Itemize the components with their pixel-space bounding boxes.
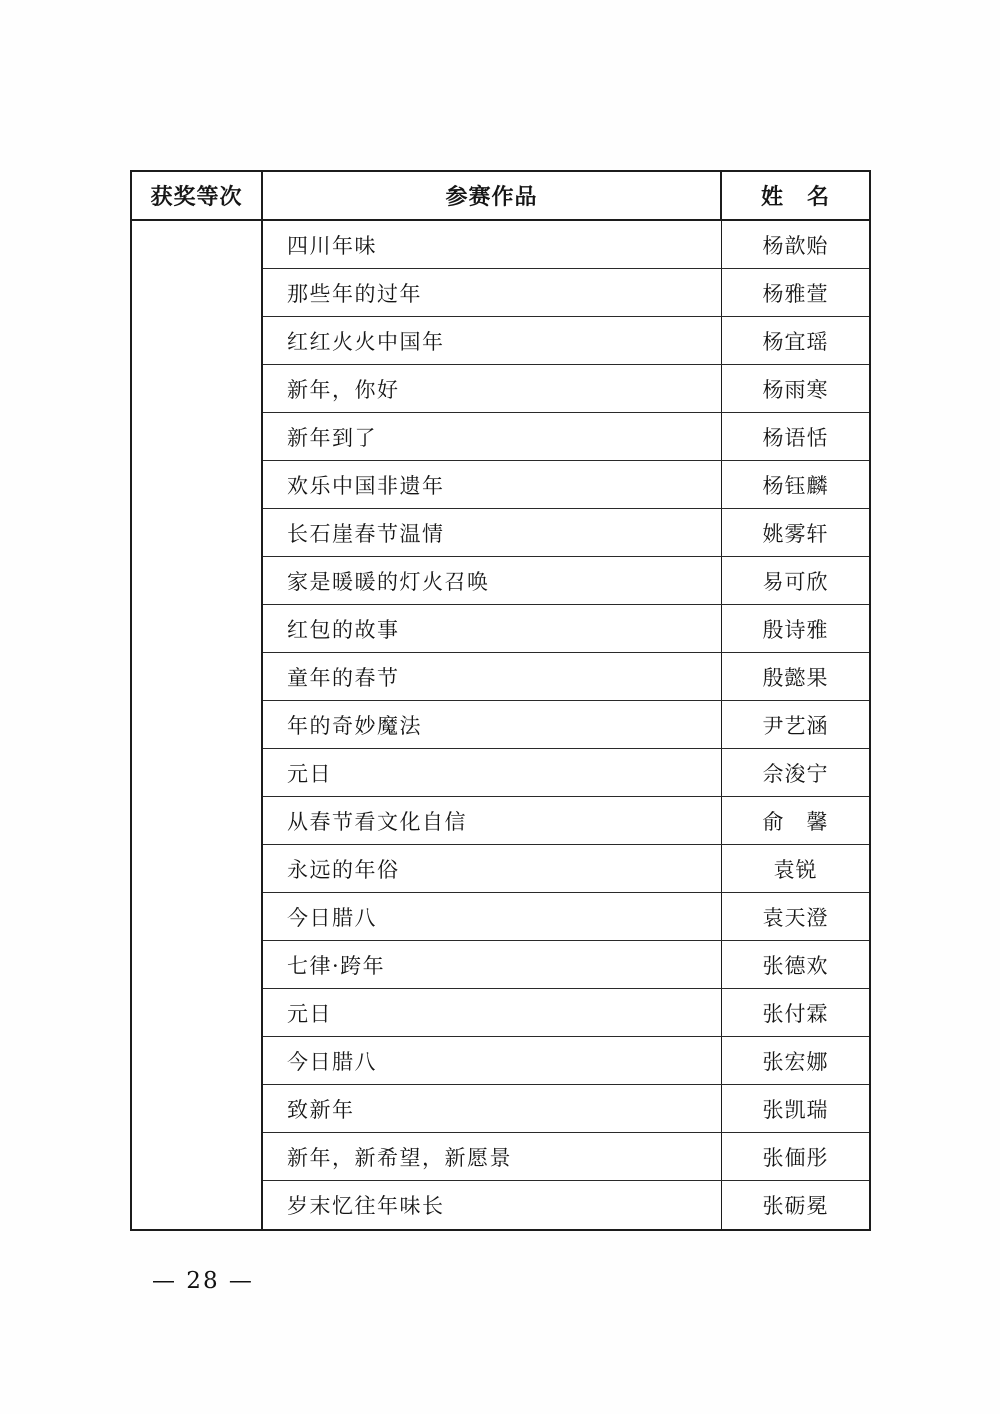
name-cell: 张宏娜 — [762, 1049, 829, 1074]
award-level-merged-cell — [132, 221, 263, 1229]
header-work: 参赛作品 — [263, 172, 722, 219]
name-cell: 杨宜瑶 — [762, 329, 829, 354]
table-row — [263, 941, 869, 989]
table-row — [263, 797, 869, 845]
table-row — [263, 557, 869, 605]
name-cell: 张凯瑞 — [762, 1097, 829, 1122]
table-row — [263, 1181, 869, 1229]
awards-table — [130, 170, 871, 1231]
table-row — [263, 413, 869, 461]
name-cell: 袁锐 — [773, 857, 818, 882]
work-cell: 岁末忆往年味长 — [263, 1181, 722, 1229]
work-cell: 那些年的过年 — [263, 269, 722, 316]
work-cell: 童年的春节 — [263, 653, 722, 700]
table-row — [263, 365, 869, 413]
name-cell: 殷诗雅 — [762, 617, 829, 642]
work-cell: 致新年 — [263, 1085, 722, 1132]
header-name: 姓 名 — [760, 184, 830, 209]
name-cell: 佘浚宁 — [762, 761, 829, 786]
table-row — [263, 269, 869, 317]
table-rows — [263, 221, 869, 1229]
table-row — [263, 509, 869, 557]
table-row — [263, 653, 869, 701]
work-cell: 永远的年俗 — [263, 845, 722, 892]
work-cell: 年的奇妙魔法 — [263, 701, 722, 748]
table-row — [263, 1133, 869, 1181]
name-cell: 俞 馨 — [762, 809, 829, 834]
name-cell: 张德欢 — [762, 953, 829, 978]
table-header-row — [132, 172, 869, 221]
table-row — [263, 605, 869, 653]
table-body — [132, 221, 869, 1229]
work-cell: 元日 — [263, 749, 722, 796]
name-cell: 尹艺涵 — [762, 713, 829, 738]
name-cell: 张付霖 — [762, 1001, 829, 1026]
work-cell: 今日腊八 — [263, 1037, 722, 1084]
name-cell: 杨雨寒 — [762, 377, 829, 402]
table-row — [263, 701, 869, 749]
table-row — [263, 221, 869, 269]
page-number: — 28 — — [152, 1268, 254, 1294]
table-row — [263, 461, 869, 509]
table-row — [263, 893, 869, 941]
table-row — [263, 1085, 869, 1133]
name-cell: 姚雾轩 — [762, 521, 829, 546]
work-cell: 七律·跨年 — [263, 941, 722, 988]
table-row — [263, 1037, 869, 1085]
work-cell: 家是暖暖的灯火召唤 — [263, 557, 722, 604]
work-cell: 长石崖春节温情 — [263, 509, 722, 556]
table-row — [263, 317, 869, 365]
work-cell: 红红火火中国年 — [263, 317, 722, 364]
name-cell: 张偭彤 — [762, 1145, 829, 1170]
work-cell: 今日腊八 — [263, 893, 722, 940]
name-cell: 袁天澄 — [762, 905, 829, 930]
name-cell: 杨钰麟 — [762, 473, 829, 498]
work-cell: 红包的故事 — [263, 605, 722, 652]
table-row — [263, 749, 869, 797]
work-cell: 新年，你好 — [263, 365, 722, 412]
table-row — [263, 989, 869, 1037]
name-cell: 易可欣 — [762, 569, 829, 594]
name-cell: 殷懿果 — [762, 665, 829, 690]
work-cell: 四川年味 — [263, 221, 722, 268]
name-cell: 杨语恬 — [762, 425, 829, 450]
work-cell: 新年到了 — [263, 413, 722, 460]
name-cell: 杨歆贻 — [762, 233, 829, 258]
name-cell: 张砺冕 — [762, 1194, 829, 1218]
work-cell: 元日 — [263, 989, 722, 1036]
header-award-level: 获奖等次 — [132, 172, 263, 219]
work-cell: 新年，新希望，新愿景 — [263, 1133, 722, 1180]
work-cell: 欢乐中国非遗年 — [263, 461, 722, 508]
name-cell: 杨雅萱 — [762, 281, 829, 306]
table-row — [263, 845, 869, 893]
work-cell: 从春节看文化自信 — [263, 797, 722, 844]
